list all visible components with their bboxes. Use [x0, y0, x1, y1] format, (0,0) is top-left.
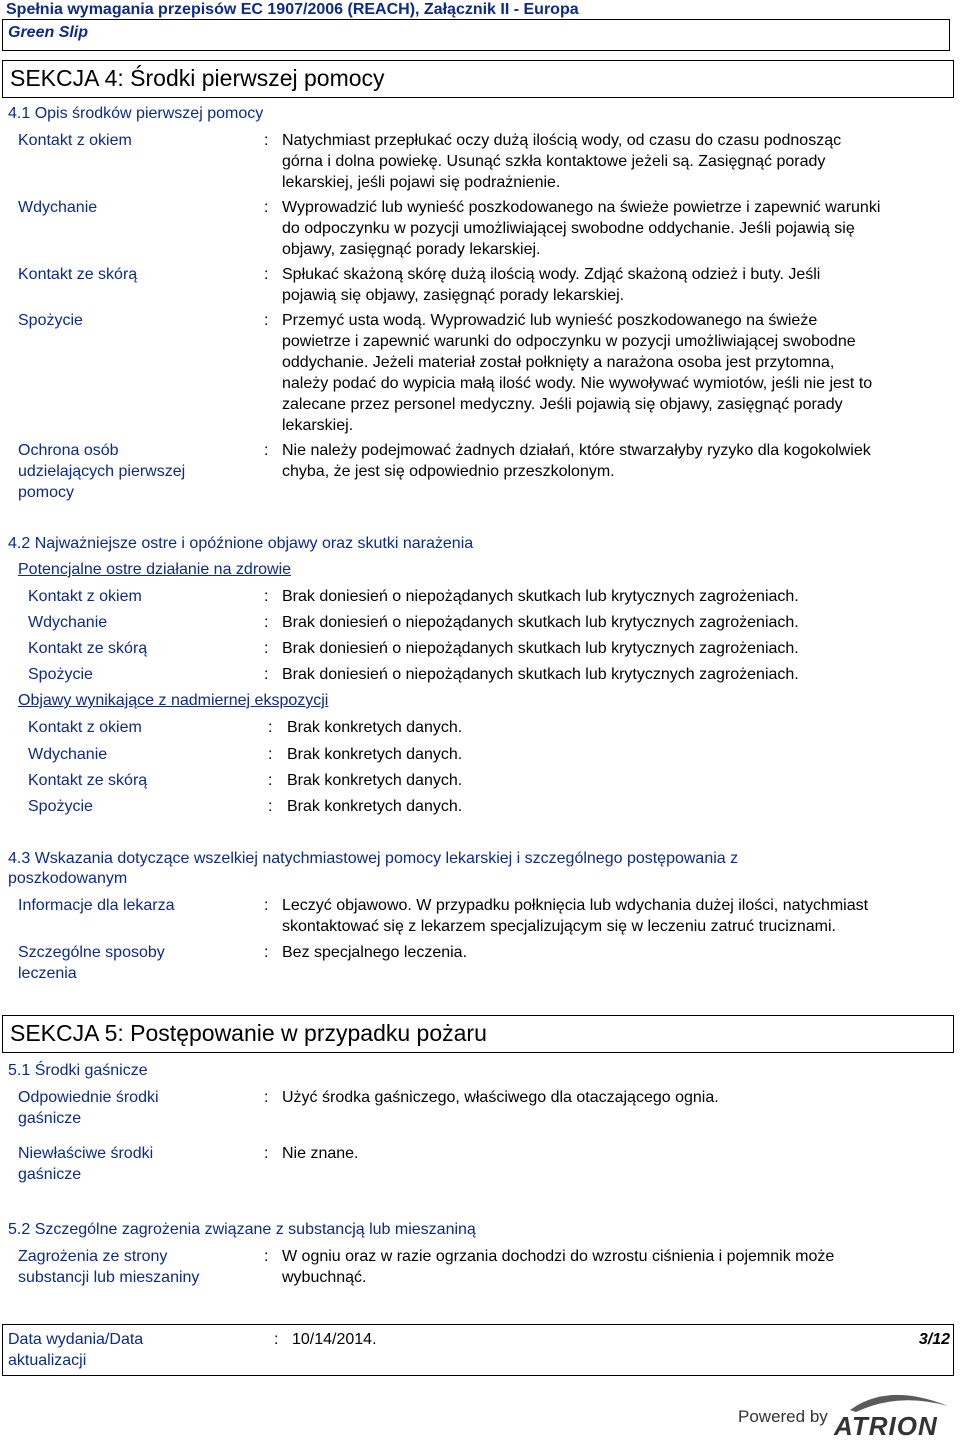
acute-label-inhalation: Wdychanie [28, 614, 108, 631]
colon: : [268, 746, 273, 763]
text-unsuitable-media: Nie znane. [282, 1145, 359, 1162]
overexposure-text-eye: Brak konkretych danych. [287, 719, 463, 736]
colon: : [264, 312, 269, 329]
colon: : [264, 640, 269, 657]
label-ingestion: Spożycie [18, 312, 83, 329]
subsection-4-2-title: 4.2 Najważniejsze ostre i opóźnione objawy oraz skutki narażenia [8, 535, 474, 552]
svg-text:ATRION: ATRION [834, 1411, 938, 1438]
label-specific-hazards: Zagrożenia ze strony substancji lub mieszaniny [18, 1248, 200, 1286]
colon: : [264, 1089, 269, 1106]
overexposure-heading: Objawy wynikające z nadmiernej ekspozycji [18, 692, 329, 709]
subsection-5-1-title: 5.1 Środki gaśnicze [8, 1062, 148, 1079]
page-number: 3/12 [918, 1331, 950, 1348]
text-eye-contact: Natychmiast przepłukać oczy dużą ilością wody, od czasu do czasu podnosząc górna i dolna powiekę. Usunąć szkła kontaktowe jeżeli są. Zasięgnąć porady lekarskiej, jeśli pojawi się podrażnienie. [282, 132, 842, 191]
colon: : [264, 614, 269, 631]
text-suitable-media: Użyć środka gaśniczego, właściwego dla otaczającego ognia. [282, 1089, 719, 1106]
subsection-4-3-title: 4.3 Wskazania dotyczące wszelkiej natychmiastowej pomocy lekarskiej i szczególnego postępowania z poszkodowanym [8, 850, 739, 887]
acute-text-skin: Brak doniesień o niepożądanych skutkach lub krytycznych zagrożeniach. [282, 640, 799, 657]
footer-date-label: Data wydania/Data aktualizacji [8, 1331, 144, 1369]
label-skin-contact: Kontakt ze skórą [18, 266, 138, 283]
colon: : [268, 798, 273, 815]
atrion-logo-graphic [738, 1388, 954, 1438]
colon: : [264, 897, 269, 914]
product-name: Green Slip [8, 24, 89, 41]
colon: : [264, 588, 269, 605]
text-ingestion: Przemyć usta wodą. Wyprowadzić lub wynieść poszkodowanego na świeże powietrze i zapewnić warunki do odpoczynku w pozycji umożliwiającej swobodne oddychanie. Jeżeli materiał został połknięty a narażona osoba jest przytomna, należy podać do wypicia małą ilość wody. Nie wywoływać wymiotów, jeśli nie jest to zalecane przez personel medyczny. Jeśli pojawią się objawy, zasięgnąć porady lekarskiej. [282, 312, 873, 434]
regulation-header: Spełnia wymagania przepisów EC 1907/2006 (REACH), Załącznik II - Europa [6, 1, 579, 18]
colon: : [264, 266, 269, 283]
colon: : [264, 199, 269, 216]
subsection-4-1-title: 4.1 Opis środków pierwszej pomocy [8, 105, 264, 122]
overexposure-text-skin: Brak konkretych danych. [287, 772, 463, 789]
text-physician-notes: Leczyć objawowo. W przypadku połknięcia lub wdychania dużej ilości, natychmiast skontaktować się z lekarzem specjalizującym się w leczeniu zatruć truciznami. [282, 897, 869, 935]
overexposure-text-ingestion: Brak konkretych danych. [287, 798, 463, 815]
text-inhalation: Wyprowadzić lub wynieść poszkodowanego na świeże powietrze i zapewnić warunki do odpoczynku w pozycji umożliwiającej swobodne oddychanie. Jeśli pojawią się objawy, zasięgnąć porady lekarskiej. [282, 199, 881, 258]
label-specific-treatments: Szczególne sposoby leczenia [18, 944, 165, 982]
acute-label-ingestion: Spożycie [28, 666, 93, 683]
colon: : [264, 442, 269, 459]
text-first-aider-protection: Nie należy podejmować żadnych działań, które stwarzałyby ryzyko dla kogokolwiek chyba, że jest się odpowiednio przeszkolonym. [282, 442, 871, 480]
colon: : [274, 1331, 279, 1348]
subsection-5-2-title: 5.2 Szczególne zagrożenia związane z substancją lub mieszaniną [8, 1221, 476, 1238]
text-skin-contact: Spłukać skażoną skórę dużą ilością wody. Zdjąć skażoną odzież i buty. Jeśli pojawią się objawy, zasięgnąć porady lekarskiej. [282, 266, 821, 304]
acute-text-inhalation: Brak doniesień o niepożądanych skutkach lub krytycznych zagrożeniach. [282, 614, 799, 631]
product-name-box [2, 19, 950, 51]
overexposure-label-inhalation: Wdychanie [28, 746, 108, 763]
label-first-aider-protection: Ochrona osób udzielających pierwszej pomocy [18, 442, 186, 501]
text-specific-treatments: Bez specjalnego leczenia. [282, 944, 468, 961]
overexposure-label-eye: Kontakt z okiem [28, 719, 142, 736]
label-eye-contact: Kontakt z okiem [18, 132, 132, 149]
colon: : [264, 944, 269, 961]
atrion-logo [738, 1388, 954, 1438]
colon: : [264, 1248, 269, 1265]
text-specific-hazards: W ogniu oraz w razie ogrzania dochodzi do wzrostu ciśnienia i pojemnik może wybuchnąć. [282, 1248, 835, 1286]
label-suitable-media: Odpowiednie środki gaśnicze [18, 1089, 159, 1127]
overexposure-label-ingestion: Spożycie [28, 798, 93, 815]
colon: : [264, 132, 269, 149]
acute-text-ingestion: Brak doniesień o niepożądanych skutkach lub krytycznych zagrożeniach. [282, 666, 799, 683]
svg-text:Powered by: Powered by [738, 1407, 828, 1426]
label-physician-notes: Informacje dla lekarza [18, 897, 175, 914]
footer-box [2, 1324, 954, 1376]
acute-effects-heading: Potencjalne ostre działanie na zdrowie [18, 561, 292, 578]
overexposure-label-skin: Kontakt ze skórą [28, 772, 148, 789]
label-inhalation: Wdychanie [18, 199, 98, 216]
overexposure-text-inhalation: Brak konkretych danych. [287, 746, 463, 763]
acute-label-eye: Kontakt z okiem [28, 588, 142, 605]
section5-title: SEKCJA 5: Postępowanie w przypadku pożaru [10, 1020, 487, 1046]
acute-label-skin: Kontakt ze skórą [28, 640, 148, 657]
colon: : [264, 1145, 269, 1162]
section4-title: SEKCJA 4: Środki pierwszej pomocy [10, 65, 385, 91]
colon: : [268, 772, 273, 789]
colon: : [264, 666, 269, 683]
acute-text-eye: Brak doniesień o niepożądanych skutkach lub krytycznych zagrożeniach. [282, 588, 799, 605]
colon: : [268, 719, 273, 736]
footer-date-value: 10/14/2014. [292, 1331, 377, 1348]
label-unsuitable-media: Niewłaściwe środki gaśnicze [18, 1145, 154, 1183]
